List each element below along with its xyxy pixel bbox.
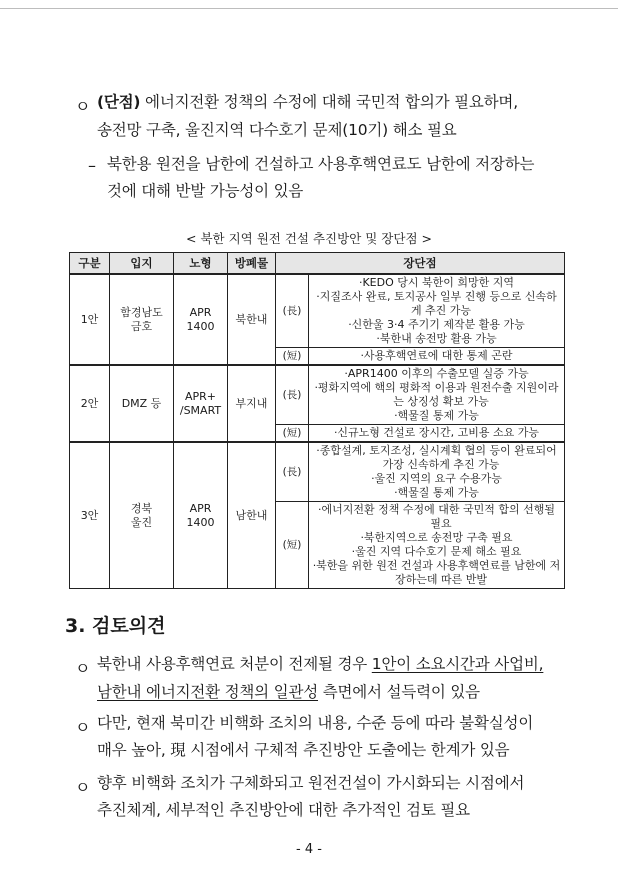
pros-label: (長) [276,274,309,348]
table-caption: < 북한 지역 원전 건설 추진방안 및 장단점 > [186,231,432,246]
cons-label: (短) [276,348,309,366]
cell-bangpye: 부지내 [228,365,276,442]
cell-nohyeong: APR 1400 [174,442,228,589]
cons-item: ·신규노형 건설로 장시간, 고비용 소요 가능 [333,426,540,439]
s3-item2-line1: 다만, 현재 북미간 비핵화 조치의 내용, 수준 등에 따라 불확실성이 [97,714,534,732]
cell-ipji: DMZ 등 [110,365,174,442]
cell-gubun: 2안 [70,365,110,442]
cons-label: (短) [276,502,309,589]
para2-line2: 것에 대해 반발 가능성이 있음 [107,182,304,200]
underlined-text: 1안이 소요시간과 사업비, [371,655,544,673]
header-pros-cons: 장단점 [276,253,565,275]
pros-item: ·핵물질 통제 가능 [394,409,479,422]
s3-item1-line2: 남한내 에너지전환 정책의 일관성 측면에서 설득력이 있음 [97,683,480,701]
cons-item: ·에너지전환 정책 수정에 대한 국민적 합의 선행될 필요 [318,503,555,530]
header-ipji: 입지 [110,253,174,275]
pros-cell [309,365,565,425]
para1-line1 [97,88,518,116]
pros-item: ·평화지역에 핵의 평화적 이용과 원전수출 지원이라는 상징성 확보 가능 [314,381,559,408]
pros-item: ·종합설계, 토지조성, 실시계획 협의 등이 완료되어 가장 신속하게 추진 가능 [316,444,557,471]
cell-bangpye: 북한내 [228,274,276,365]
cons-cell [309,348,565,366]
pros-cell [309,274,565,348]
cell-ipji: 함경남도 금호 [110,274,174,365]
cons-item: ·울진 지역 다수호기 문제 해소 필요 [351,545,522,558]
cell-bangpye: 남한내 [228,442,276,589]
pros-cell [309,442,565,502]
s3-item1-line1: 북한내 사용후핵연료 처분이 전제될 경우 1안이 소요시간과 사업비, [97,655,544,673]
s3-item1-bullet: ㅇ [75,659,91,678]
pros-label: (長) [276,442,309,502]
pros-item: ·신한울 3·4 주기기 제작분 활용 가능 [348,318,525,331]
table-row-2 [70,365,565,442]
pros-item: ·핵물질 통제 가능 [394,486,479,499]
header-bangpye: 방폐물 [228,253,276,275]
cons-cell [309,502,565,589]
page-number: - 4 - [296,842,322,857]
s3-item3-bullet: ㅇ [75,778,91,797]
top-rule [0,8,618,9]
section-title: 3. 검토의견 [65,615,166,637]
pros-item: ·북한내 송전망 활용 가능 [376,332,497,345]
cons-item: ·사용후핵연료에 대한 통제 곤란 [360,349,513,362]
header-nohyeong: 노형 [174,253,228,275]
s3-item2-line2: 매우 높아, 現 시점에서 구체적 추진방안 도출에는 한계가 있음 [97,741,510,759]
pros-label: (長) [276,365,309,425]
comparison-table [69,252,565,589]
para1-line1-text: 에너지전환 정책의 수정에 대해 국민적 합의가 필요하며, [140,93,518,111]
s3-item3-line1: 향후 비핵화 조치가 구체화되고 원전건설이 가시화되는 시점에서 [97,774,525,792]
cons-cell [309,425,565,443]
para2-bullet: – [88,156,96,175]
cell-nohyeong: APR 1400 [174,274,228,365]
underlined-text: 남한내 에너지전환 정책의 일관성 [97,683,319,701]
s3-item2-bullet: ㅇ [75,718,91,737]
pros-item: ·APR1400 이후의 수출모델 실증 가능 [344,367,529,380]
para1-label: (단점) [97,93,141,111]
pros-item: ·KEDO 당시 북한이 희망한 지역 [358,276,515,289]
table-header-row [70,253,565,275]
cell-nohyeong: APR+ /SMART [174,365,228,442]
para1-line2: 송전망 구축, 울진지역 다수호기 문제(10기) 해소 필요 [97,121,457,139]
para1-bullet: ㅇ [75,97,91,116]
pros-item: ·울진 지역의 요구 수용가능 [371,472,502,485]
cons-item: ·북한지역으로 송전망 구축 필요 [360,531,513,544]
s3-item3-line2: 추진체계, 세부적인 추진방안에 대한 추가적인 검토 필요 [97,801,470,819]
header-gubun: 구분 [70,253,110,275]
cons-item: ·북한을 위한 원전 건설과 사용후핵연료를 남한에 저장하는데 따른 반발 [312,559,561,586]
cell-gubun: 1안 [70,274,110,365]
table-row-3 [70,442,565,589]
para2-line1: 북한용 원전을 남한에 건설하고 사용후핵연료도 남한에 저장하는 [107,155,535,173]
table-row-1 [70,274,565,365]
cons-label: (短) [276,425,309,443]
pros-item: ·지질조사 완료, 토지공사 일부 진행 등으로 신속하게 추진 가능 [316,290,557,317]
cell-gubun: 3안 [70,442,110,589]
cell-ipji: 경북 울진 [110,442,174,589]
